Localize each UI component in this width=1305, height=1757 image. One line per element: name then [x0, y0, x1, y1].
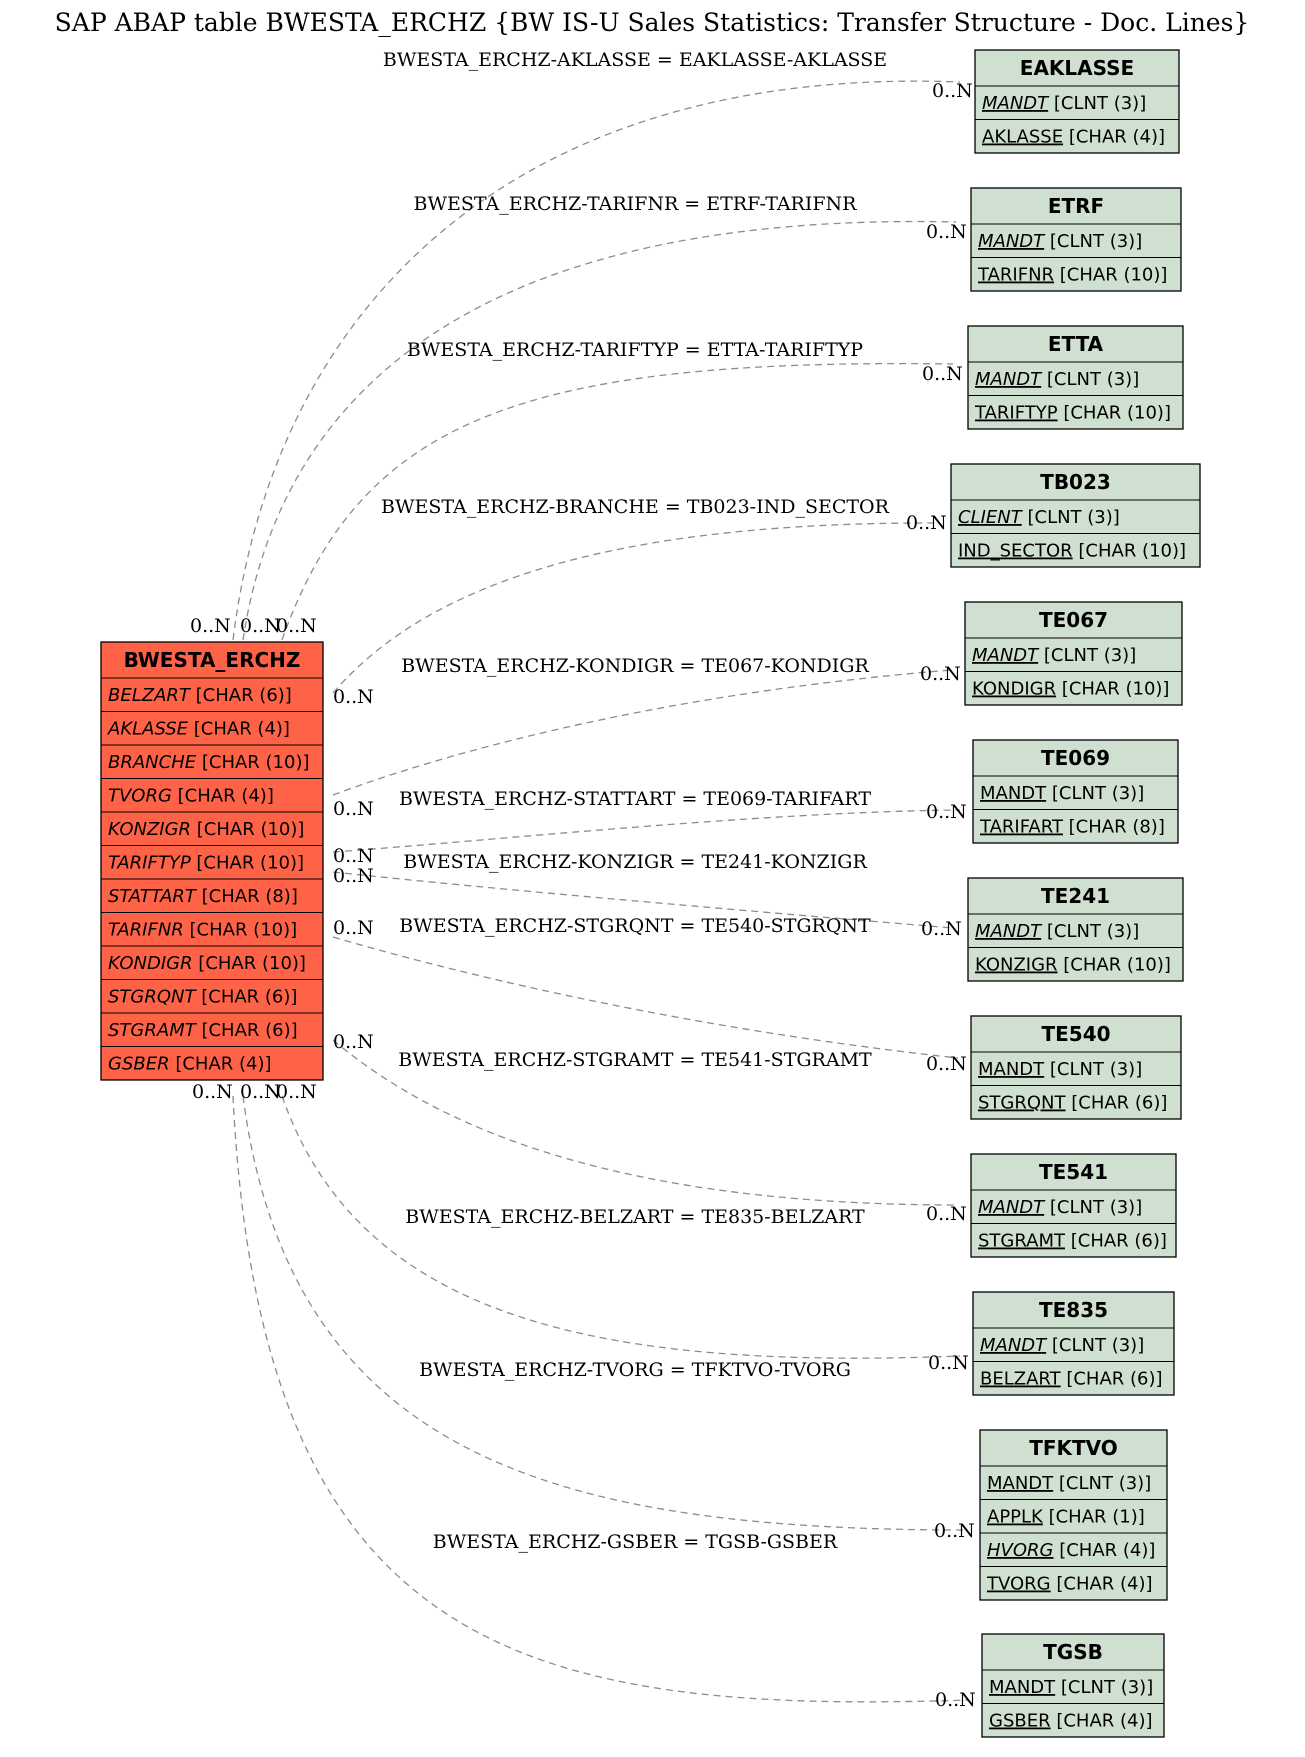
field-mandt	[978, 1059, 1142, 1080]
main-bottom-cardinality: 0..N	[192, 1081, 233, 1103]
field-mandt	[975, 369, 1139, 390]
field-name: MANDT	[989, 1677, 1056, 1698]
table-name: ETTA	[1047, 332, 1104, 356]
field-type: [CHAR (10)]	[191, 819, 305, 840]
field-mandt	[989, 1677, 1153, 1698]
field-tariftyp	[108, 853, 304, 874]
field-type: [CHAR (8)]	[1062, 816, 1165, 838]
table-te069	[973, 740, 1178, 843]
field-applk	[987, 1507, 1145, 1528]
source-cardinality: 0..N	[333, 917, 374, 939]
table-name: TE835	[1038, 1298, 1109, 1322]
field-type: [CLNT (3)]	[1044, 231, 1143, 252]
table-eaklasse	[975, 50, 1179, 153]
field-type: [CLNT (3)]	[1048, 93, 1147, 114]
target-cardinality: 0..N	[932, 80, 973, 102]
field-name: MANDT	[975, 369, 1042, 390]
field-name: STGRQNT	[978, 1092, 1066, 1114]
field-stgrqnt	[108, 987, 297, 1008]
field-name: STATTART	[108, 886, 196, 907]
field-stgramt	[978, 1231, 1167, 1252]
field-type: [CHAR (10)]	[196, 752, 310, 773]
table-name: ETRF	[1047, 194, 1105, 218]
field-name: KONDIGR	[108, 953, 193, 974]
field-aklasse	[107, 719, 290, 740]
table-name: TFKTVO	[1029, 1436, 1118, 1460]
target-cardinality: 0..N	[921, 918, 962, 940]
relation-label-eaklasse: BWESTA_ERCHZ-AKLASSE = EAKLASSE-AKLASSE	[382, 49, 888, 71]
field-name: AKLASSE	[982, 126, 1064, 148]
field-name: MANDT	[972, 645, 1039, 666]
field-stattart	[108, 886, 298, 907]
field-name: GSBER	[108, 1053, 170, 1075]
table-te835	[973, 1292, 1174, 1395]
field-branche	[108, 752, 310, 773]
relation-label-tgsb: BWESTA_ERCHZ-GSBER = TGSB-GSBER	[432, 1531, 838, 1553]
field-mandt	[987, 1473, 1151, 1494]
target-cardinality: 0..N	[935, 1689, 976, 1711]
field-konzigr	[975, 955, 1171, 976]
field-name: TARIFART	[980, 816, 1063, 838]
field-name: MANDT	[980, 1335, 1047, 1356]
field-type: [CHAR (10)]	[183, 919, 298, 941]
field-tvorg	[986, 1574, 1153, 1595]
relation-label-te069: BWESTA_ERCHZ-STATTART = TE069-TARIFART	[398, 788, 872, 810]
field-type: [CLNT (3)]	[1021, 507, 1120, 528]
field-belzart	[108, 685, 292, 706]
field-mandt	[975, 921, 1139, 942]
edge-te067	[333, 670, 952, 795]
relation-label-te540: BWESTA_ERCHZ-STGRQNT = TE540-STGRQNT	[399, 915, 871, 937]
field-type: [CHAR (4)]	[171, 785, 274, 807]
diagram-title: SAP ABAP table BWESTA_ERCHZ {BW IS-U Sales Statistics: Transfer Structure - Doc. Lines}	[54, 8, 1250, 37]
tables	[101, 50, 1200, 1737]
edge-etrf	[243, 222, 956, 640]
table-tfktvo	[980, 1430, 1167, 1600]
field-belzart	[980, 1369, 1163, 1390]
relation-label-te241: BWESTA_ERCHZ-KONZIGR = TE241-KONZIGR	[403, 851, 867, 873]
main-bottom-cardinality: 0..N	[276, 1081, 317, 1103]
field-tarifart	[979, 817, 1165, 838]
main-top-cardinality: 0..N	[276, 615, 317, 637]
table-te541	[971, 1154, 1176, 1257]
field-type: [CLNT (3)]	[1041, 369, 1140, 390]
field-type: [CHAR (4)]	[1053, 1540, 1156, 1561]
field-type: [CHAR (4)]	[1050, 1573, 1153, 1595]
table-name: BWESTA_ERCHZ	[123, 648, 301, 672]
field-type: [CLNT (3)]	[1038, 645, 1137, 666]
relation-label-tb023: BWESTA_ERCHZ-BRANCHE = TB023-IND_SECTOR	[381, 496, 889, 518]
source-cardinality: 0..N	[333, 798, 374, 820]
target-cardinality: 0..N	[906, 512, 947, 534]
field-mandt	[972, 645, 1136, 666]
field-type: [CHAR (10)]	[1072, 540, 1187, 562]
main-bottom-cardinality: 0..N	[240, 1081, 281, 1103]
field-mandt	[978, 231, 1142, 252]
field-name: KONZIGR	[975, 954, 1058, 976]
table-te067	[965, 602, 1182, 705]
field-name: IND_SECTOR	[958, 540, 1073, 562]
table-name: TGSB	[1043, 1640, 1103, 1664]
field-name: MANDT	[982, 93, 1049, 114]
field-name: MANDT	[975, 921, 1042, 942]
field-type: [CHAR (4)]	[188, 718, 290, 740]
table-bwesta-erchz	[101, 642, 323, 1080]
field-name: TARIFNR	[978, 264, 1055, 286]
field-mandt	[980, 783, 1144, 804]
table-te241	[968, 878, 1183, 981]
field-name: STGRAMT	[108, 1020, 196, 1041]
table-tb023	[951, 464, 1200, 567]
field-type: [CHAR (10)]	[192, 953, 306, 974]
field-client	[958, 507, 1120, 528]
field-name: KONZIGR	[108, 819, 192, 840]
field-type: [CHAR (6)]	[195, 1020, 298, 1041]
field-kondigr	[972, 679, 1169, 700]
target-cardinality: 0..N	[926, 801, 967, 823]
relationship-lines	[233, 81, 969, 1702]
main-top-cardinality: 0..N	[190, 615, 231, 637]
field-type: [CHAR (10)]	[1057, 402, 1171, 424]
table-name: TE069	[1040, 746, 1111, 770]
table-name: TE541	[1038, 1160, 1109, 1184]
table-name: TB023	[1040, 470, 1111, 494]
edge-tgsb	[233, 1096, 969, 1702]
table-name: TE540	[1041, 1022, 1111, 1046]
target-cardinality: 0..N	[922, 363, 963, 385]
field-type: [CLNT (3)]	[1055, 1677, 1154, 1698]
table-etrf	[971, 188, 1181, 291]
field-aklasse	[982, 127, 1165, 148]
field-tarifnr	[108, 920, 297, 941]
field-name: MANDT	[978, 1059, 1045, 1080]
target-cardinality: 0..N	[920, 663, 961, 685]
field-type: [CHAR (6)]	[1065, 1092, 1168, 1114]
field-type: [CLNT (3)]	[1046, 783, 1145, 804]
field-type: [CHAR (6)]	[189, 685, 292, 706]
field-name: TVORG	[108, 785, 172, 807]
table-te540	[971, 1016, 1181, 1119]
edge-te069	[333, 810, 960, 852]
main-top-cardinality: 0..N	[240, 615, 281, 637]
relation-label-etrf: BWESTA_ERCHZ-TARIFNR = ETRF-TARIFNR	[413, 193, 857, 215]
field-type: [CLNT (3)]	[1044, 1059, 1143, 1080]
field-name: GSBER	[989, 1710, 1051, 1732]
field-type: [CHAR (1)]	[1042, 1506, 1145, 1528]
field-name: STGRAMT	[978, 1230, 1065, 1252]
field-type: [CLNT (3)]	[1046, 1335, 1145, 1356]
field-type: [CLNT (3)]	[1044, 1197, 1143, 1218]
field-name: MANDT	[987, 1473, 1054, 1494]
field-konzigr	[108, 819, 304, 840]
field-tarifnr	[977, 265, 1167, 286]
table-etta	[968, 326, 1183, 429]
field-ind-sector	[958, 541, 1186, 562]
source-cardinality: 0..N	[333, 865, 374, 887]
table-name: EAKLASSE	[1019, 56, 1135, 80]
field-type: [CHAR (10)]	[190, 852, 305, 874]
field-name: BELZART	[980, 1368, 1061, 1390]
field-mandt	[982, 93, 1146, 114]
target-cardinality: 0..N	[926, 1203, 967, 1225]
field-type: [CHAR (10)]	[1056, 678, 1170, 700]
table-name: TE067	[1038, 608, 1109, 632]
field-name: BRANCHE	[108, 752, 197, 773]
field-stgrqnt	[978, 1093, 1167, 1114]
field-gsber	[989, 1711, 1153, 1732]
field-tvorg	[108, 786, 274, 807]
field-tariftyp	[974, 403, 1171, 424]
edge-te540	[333, 937, 958, 1058]
relation-label-etta: BWESTA_ERCHZ-TARIFTYP = ETTA-TARIFTYP	[406, 339, 864, 361]
field-name: HVORG	[987, 1540, 1054, 1561]
target-cardinality: 0..N	[934, 1520, 975, 1542]
target-cardinality: 0..N	[928, 1352, 969, 1374]
field-name: MANDT	[978, 231, 1045, 252]
field-type: [CHAR (4)]	[1063, 126, 1166, 148]
relation-label-te067: BWESTA_ERCHZ-KONDIGR = TE067-KONDIGR	[401, 655, 869, 677]
field-name: BELZART	[108, 685, 190, 706]
field-mandt	[980, 1335, 1144, 1356]
relation-label-te541: BWESTA_ERCHZ-STGRAMT = TE541-STGRAMT	[398, 1049, 872, 1071]
relation-label-te835: BWESTA_ERCHZ-BELZART = TE835-BELZART	[405, 1206, 865, 1228]
field-stgramt	[108, 1020, 298, 1041]
field-type: [CHAR (10)]	[1054, 264, 1168, 286]
field-gsber	[108, 1054, 272, 1075]
field-kondigr	[108, 953, 306, 974]
field-name: MANDT	[980, 783, 1047, 804]
field-name: CLIENT	[958, 507, 1022, 528]
field-name: MANDT	[978, 1197, 1045, 1218]
field-name: AKLASSE	[108, 718, 189, 740]
source-cardinality: 0..N	[333, 845, 374, 867]
field-hvorg	[987, 1540, 1155, 1561]
field-name: APPLK	[987, 1506, 1043, 1528]
field-type: [CHAR (10)]	[1057, 954, 1171, 976]
field-mandt	[978, 1197, 1142, 1218]
field-name: STGRQNT	[108, 986, 196, 1008]
target-cardinality: 0..N	[926, 1053, 967, 1075]
field-name: TARIFTYP	[975, 402, 1058, 424]
field-name: KONDIGR	[972, 678, 1057, 700]
source-cardinality: 0..N	[333, 686, 374, 708]
field-type: [CHAR (6)]	[1060, 1368, 1163, 1390]
relation-label-tfktvo: BWESTA_ERCHZ-TVORG = TFKTVO-TVORG	[419, 1359, 851, 1381]
field-name: TARIFNR	[108, 919, 184, 941]
edge-tfktvo	[243, 1096, 967, 1530]
field-name: TARIFTYP	[108, 852, 191, 874]
field-type: [CLNT (3)]	[1041, 921, 1140, 942]
table-name: TE241	[1040, 884, 1111, 908]
field-type: [CHAR (4)]	[1050, 1710, 1153, 1732]
source-cardinality: 0..N	[333, 1031, 374, 1053]
field-type: [CHAR (6)]	[195, 986, 298, 1008]
field-type: [CHAR (6)]	[1065, 1230, 1167, 1252]
field-type: [CLNT (3)]	[1053, 1473, 1152, 1494]
table-tgsb	[982, 1634, 1164, 1737]
field-name: TVORG	[987, 1573, 1051, 1595]
field-type: [CHAR (4)]	[169, 1053, 272, 1075]
target-cardinality: 0..N	[926, 221, 967, 243]
field-type: [CHAR (8)]	[195, 886, 298, 907]
